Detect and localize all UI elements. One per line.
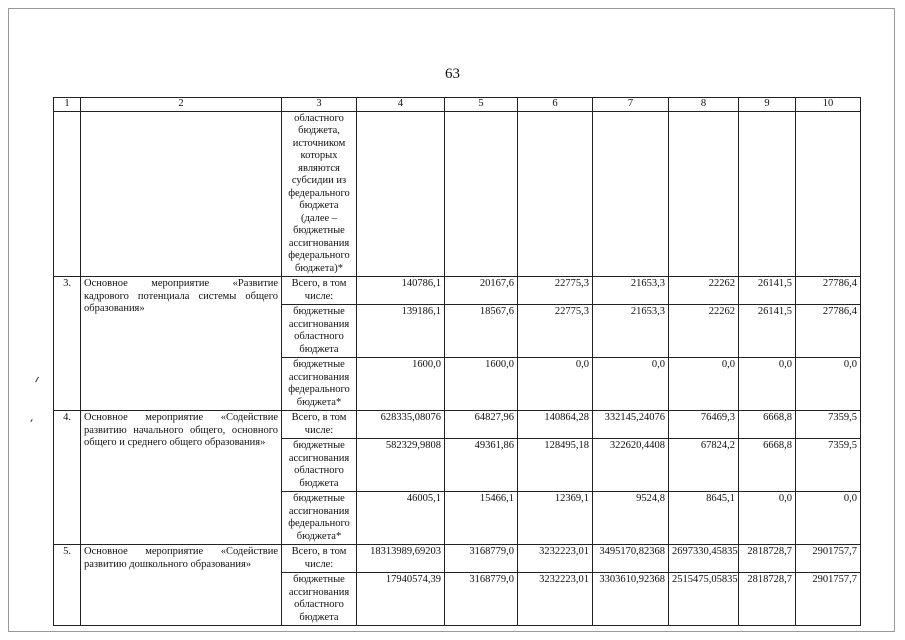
value-cell: 3168779,0	[445, 573, 518, 626]
value-cell: 18313989,69203	[357, 545, 445, 573]
value-cell: 2901757,7	[796, 545, 861, 573]
funding-source: бюджетные ассигнования федерального бюджета*	[282, 492, 357, 545]
value-cell: 3232223,01	[518, 545, 593, 573]
funding-source: бюджетные ассигнования областного бюджета	[282, 305, 357, 358]
value-cell: 2697330,45835	[669, 545, 739, 573]
value-cell: 3168779,0	[445, 545, 518, 573]
column-number-row	[54, 98, 861, 112]
value-cell: 22262	[669, 305, 739, 358]
value-cell: 9524,8	[593, 492, 669, 545]
value-cell: 0,0	[593, 358, 669, 411]
funding-source: бюджетные ассигнования областного бюджета	[282, 439, 357, 492]
value-cell: 322620,4408	[593, 439, 669, 492]
table-row	[54, 277, 861, 305]
value-cell: 2818728,7	[739, 573, 796, 626]
page-number: 63	[445, 66, 460, 82]
value-cell: 1600,0	[445, 358, 518, 411]
value-cell: 139186,1	[357, 305, 445, 358]
col-header-10: 10	[796, 98, 861, 112]
value-cell: 8645,1	[669, 492, 739, 545]
value-cell: 49361,86	[445, 439, 518, 492]
funding-source: Всего, в том числе:	[282, 411, 357, 439]
table-row	[54, 111, 861, 277]
col-header-3: 3	[282, 98, 357, 112]
value-cell: 17940574,39	[357, 573, 445, 626]
table-row	[54, 411, 861, 439]
value-cell: 12369,1	[518, 492, 593, 545]
measure-number: 3.	[54, 277, 81, 411]
value-cell: 64827,96	[445, 411, 518, 439]
value-cell: 0,0	[796, 492, 861, 545]
value-cell: 46005,1	[357, 492, 445, 545]
funding-source: Всего, в том числе:	[282, 277, 357, 305]
value-cell: 0,0	[518, 358, 593, 411]
value-cell: 582329,9808	[357, 439, 445, 492]
value-cell: 2901757,7	[796, 573, 861, 626]
measure-name: Основное мероприятие «Содействие развитию начального общего, основного общего и среднего общего образования»	[81, 411, 282, 545]
value-cell: 21653,3	[593, 305, 669, 358]
value-cell: 128495,18	[518, 439, 593, 492]
value-cell: 332145,24076	[593, 411, 669, 439]
value-cell: 0,0	[739, 492, 796, 545]
value-cell: 3232223,01	[518, 573, 593, 626]
value-cell: 0,0	[739, 358, 796, 411]
value-cell: 2515475,05835	[669, 573, 739, 626]
budget-table	[53, 97, 861, 626]
measure-name: Основное мероприятие «Содействие развитию дошкольного образования»	[81, 545, 282, 626]
value-cell: 0,0	[669, 358, 739, 411]
value-cell: 6668,8	[739, 439, 796, 492]
funding-source: областного бюджета, источником которых являются субсидии из федерального бюджета (далее – бюджетные ассигнования федерального бюджета)*	[282, 111, 357, 277]
value-cell: 20167,6	[445, 277, 518, 305]
value-cell: 27786,4	[796, 305, 861, 358]
funding-source: бюджетные ассигнования федерального бюджета*	[282, 358, 357, 411]
value-cell: 3495170,82368	[593, 545, 669, 573]
value-cell: 15466,1	[445, 492, 518, 545]
value-cell: 76469,3	[669, 411, 739, 439]
col-header-6: 6	[518, 98, 593, 112]
col-header-9: 9	[739, 98, 796, 112]
value-cell: 21653,3	[593, 277, 669, 305]
value-cell: 2818728,7	[739, 545, 796, 573]
funding-source: бюджетные ассигнования областного бюджета	[282, 573, 357, 626]
value-cell: 140786,1	[357, 277, 445, 305]
value-cell: 0,0	[796, 358, 861, 411]
col-header-2: 2	[81, 98, 282, 112]
value-cell: 22775,3	[518, 277, 593, 305]
value-cell: 628335,08076	[357, 411, 445, 439]
value-cell: 140864,28	[518, 411, 593, 439]
value-cell: 7359,5	[796, 439, 861, 492]
measure-number: 5.	[54, 545, 81, 626]
funding-source: Всего, в том числе:	[282, 545, 357, 573]
table-row	[54, 545, 861, 573]
value-cell: 3303610,92368	[593, 573, 669, 626]
col-header-5: 5	[445, 98, 518, 112]
measure-name: Основное мероприятие «Развитие кадрового потенциала системы общего образования»	[81, 277, 282, 411]
value-cell: 67824,2	[669, 439, 739, 492]
col-header-8: 8	[669, 98, 739, 112]
value-cell: 1600,0	[357, 358, 445, 411]
value-cell: 7359,5	[796, 411, 861, 439]
value-cell: 26141,5	[739, 277, 796, 305]
value-cell: 26141,5	[739, 305, 796, 358]
col-header-7: 7	[593, 98, 669, 112]
col-header-1: 1	[54, 98, 81, 112]
value-cell: 6668,8	[739, 411, 796, 439]
value-cell: 18567,6	[445, 305, 518, 358]
value-cell: 22262	[669, 277, 739, 305]
value-cell: 27786,4	[796, 277, 861, 305]
col-header-4: 4	[357, 98, 445, 112]
value-cell: 22775,3	[518, 305, 593, 358]
measure-number: 4.	[54, 411, 81, 545]
